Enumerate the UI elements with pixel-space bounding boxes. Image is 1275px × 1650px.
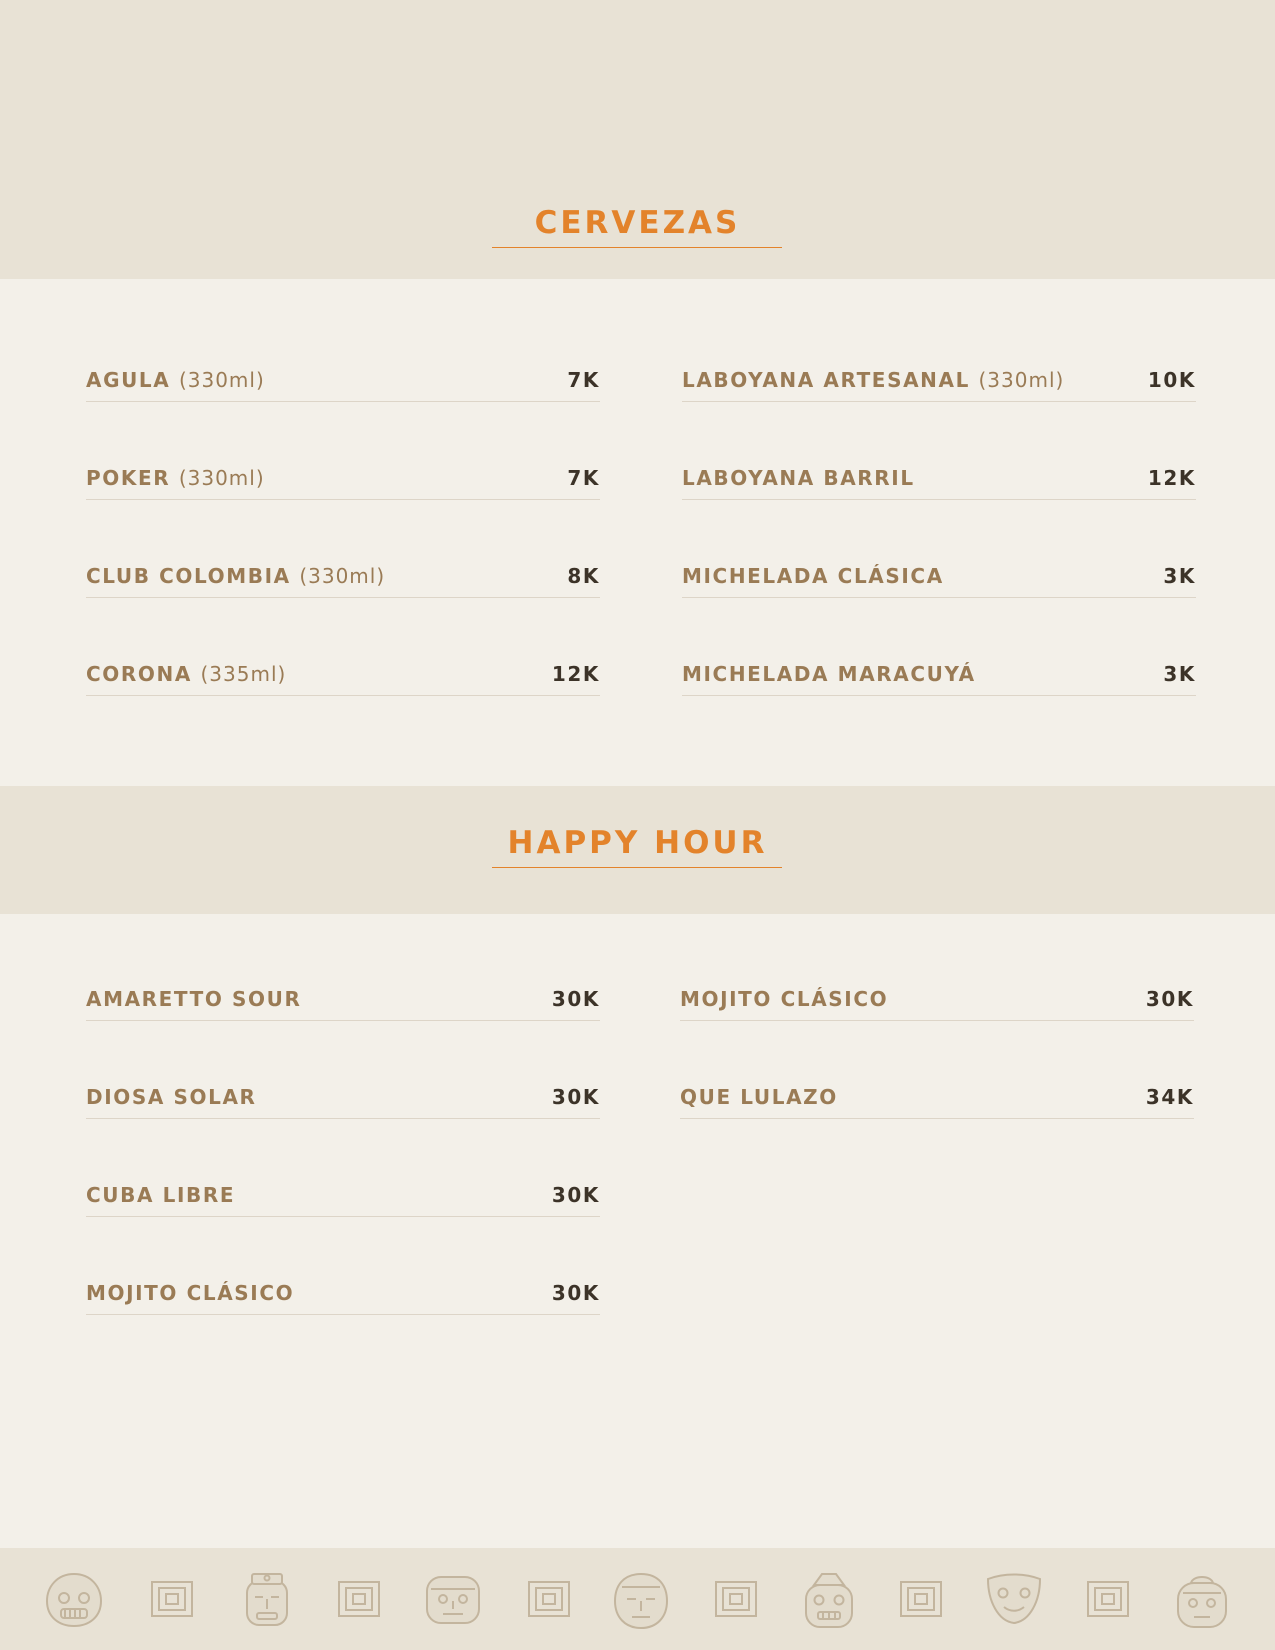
- item-divider: [86, 1314, 600, 1315]
- item-divider: [86, 597, 600, 598]
- mask-icon: [612, 1571, 670, 1631]
- item-volume: (330ml): [178, 368, 265, 392]
- item-name: MICHELADA CLÁSICA: [682, 564, 944, 588]
- item-name: CLUB COLOMBIA: [86, 564, 291, 588]
- item-volume: (330ml): [178, 466, 265, 490]
- item-name: DIOSA SOLAR: [86, 1085, 257, 1109]
- item-price: 12K: [1147, 466, 1196, 490]
- menu-column-right: [682, 337, 1196, 729]
- menu-item: [86, 956, 600, 1054]
- mask-icon: [423, 1571, 483, 1627]
- item-name: LABOYANA BARRIL: [682, 466, 915, 490]
- mask-icon: [239, 1571, 295, 1631]
- mask-icon: [43, 1571, 105, 1629]
- mask-icon: [984, 1571, 1044, 1625]
- item-price: 7K: [567, 466, 600, 490]
- section-title-happy-hour: HAPPY HOUR: [507, 825, 768, 861]
- item-name: QUE LULAZO: [680, 1085, 838, 1109]
- menu-item: [86, 533, 600, 631]
- item-price: 3K: [1163, 662, 1196, 686]
- item-price: 30K: [551, 1183, 600, 1207]
- item-price: 8K: [567, 564, 600, 588]
- item-name: CUBA LIBRE: [86, 1183, 236, 1207]
- item-name: MOJITO CLÁSICO: [680, 987, 889, 1011]
- menu-item: [680, 956, 1194, 1054]
- item-divider: [86, 1020, 600, 1021]
- menu-item: [682, 533, 1196, 631]
- mask-icon: [800, 1571, 858, 1631]
- menu-column-left: [86, 337, 600, 729]
- menu-item: [682, 631, 1196, 729]
- spiral-glyph-icon: [337, 1580, 381, 1618]
- item-name: LABOYANA ARTESANAL: [682, 368, 970, 392]
- section-title-cervezas: CERVEZAS: [534, 205, 741, 241]
- menu-column-left: [86, 956, 600, 1348]
- menu-column-right: [680, 956, 1194, 1152]
- item-price: 30K: [1145, 987, 1194, 1011]
- item-price: 7K: [567, 368, 600, 392]
- spiral-glyph-icon: [150, 1580, 194, 1618]
- menu-item: [682, 337, 1196, 435]
- item-price: 3K: [1163, 564, 1196, 588]
- spiral-glyph-icon: [714, 1580, 758, 1618]
- menu-item: [86, 631, 600, 729]
- item-divider: [680, 1118, 1194, 1119]
- title-underline: [492, 247, 782, 248]
- item-price: 30K: [551, 987, 600, 1011]
- menu-item: [86, 1250, 600, 1348]
- item-name: CORONA: [86, 662, 192, 686]
- item-divider: [86, 1216, 600, 1217]
- footer-decoration: [0, 1548, 1275, 1650]
- item-divider: [682, 695, 1196, 696]
- menu-item: [86, 1054, 600, 1152]
- title-underline: [492, 867, 782, 868]
- item-volume: (335ml): [200, 662, 287, 686]
- item-volume: (330ml): [978, 368, 1065, 392]
- item-name: POKER: [86, 466, 171, 490]
- item-divider: [86, 695, 600, 696]
- item-volume: (330ml): [299, 564, 386, 588]
- item-divider: [682, 401, 1196, 402]
- item-name: AMARETTO SOUR: [86, 987, 302, 1011]
- spiral-glyph-icon: [1086, 1580, 1130, 1618]
- item-divider: [86, 401, 600, 402]
- item-divider: [86, 499, 600, 500]
- mask-icon: [1173, 1571, 1231, 1631]
- item-price: 30K: [551, 1085, 600, 1109]
- item-price: 30K: [551, 1281, 600, 1305]
- menu-item: [682, 435, 1196, 533]
- item-divider: [86, 1118, 600, 1119]
- menu-item: [680, 1054, 1194, 1152]
- item-name: MOJITO CLÁSICO: [86, 1281, 295, 1305]
- item-divider: [680, 1020, 1194, 1021]
- item-divider: [682, 499, 1196, 500]
- item-price: 34K: [1145, 1085, 1194, 1109]
- item-price: 12K: [551, 662, 600, 686]
- spiral-glyph-icon: [899, 1580, 943, 1618]
- menu-item: [86, 337, 600, 435]
- item-name: MICHELADA MARACUYÁ: [682, 662, 976, 686]
- spiral-glyph-icon: [527, 1580, 571, 1618]
- item-price: 10K: [1147, 368, 1196, 392]
- menu-item: [86, 1152, 600, 1250]
- item-divider: [682, 597, 1196, 598]
- menu-item: [86, 435, 600, 533]
- item-name: AGULA: [86, 368, 171, 392]
